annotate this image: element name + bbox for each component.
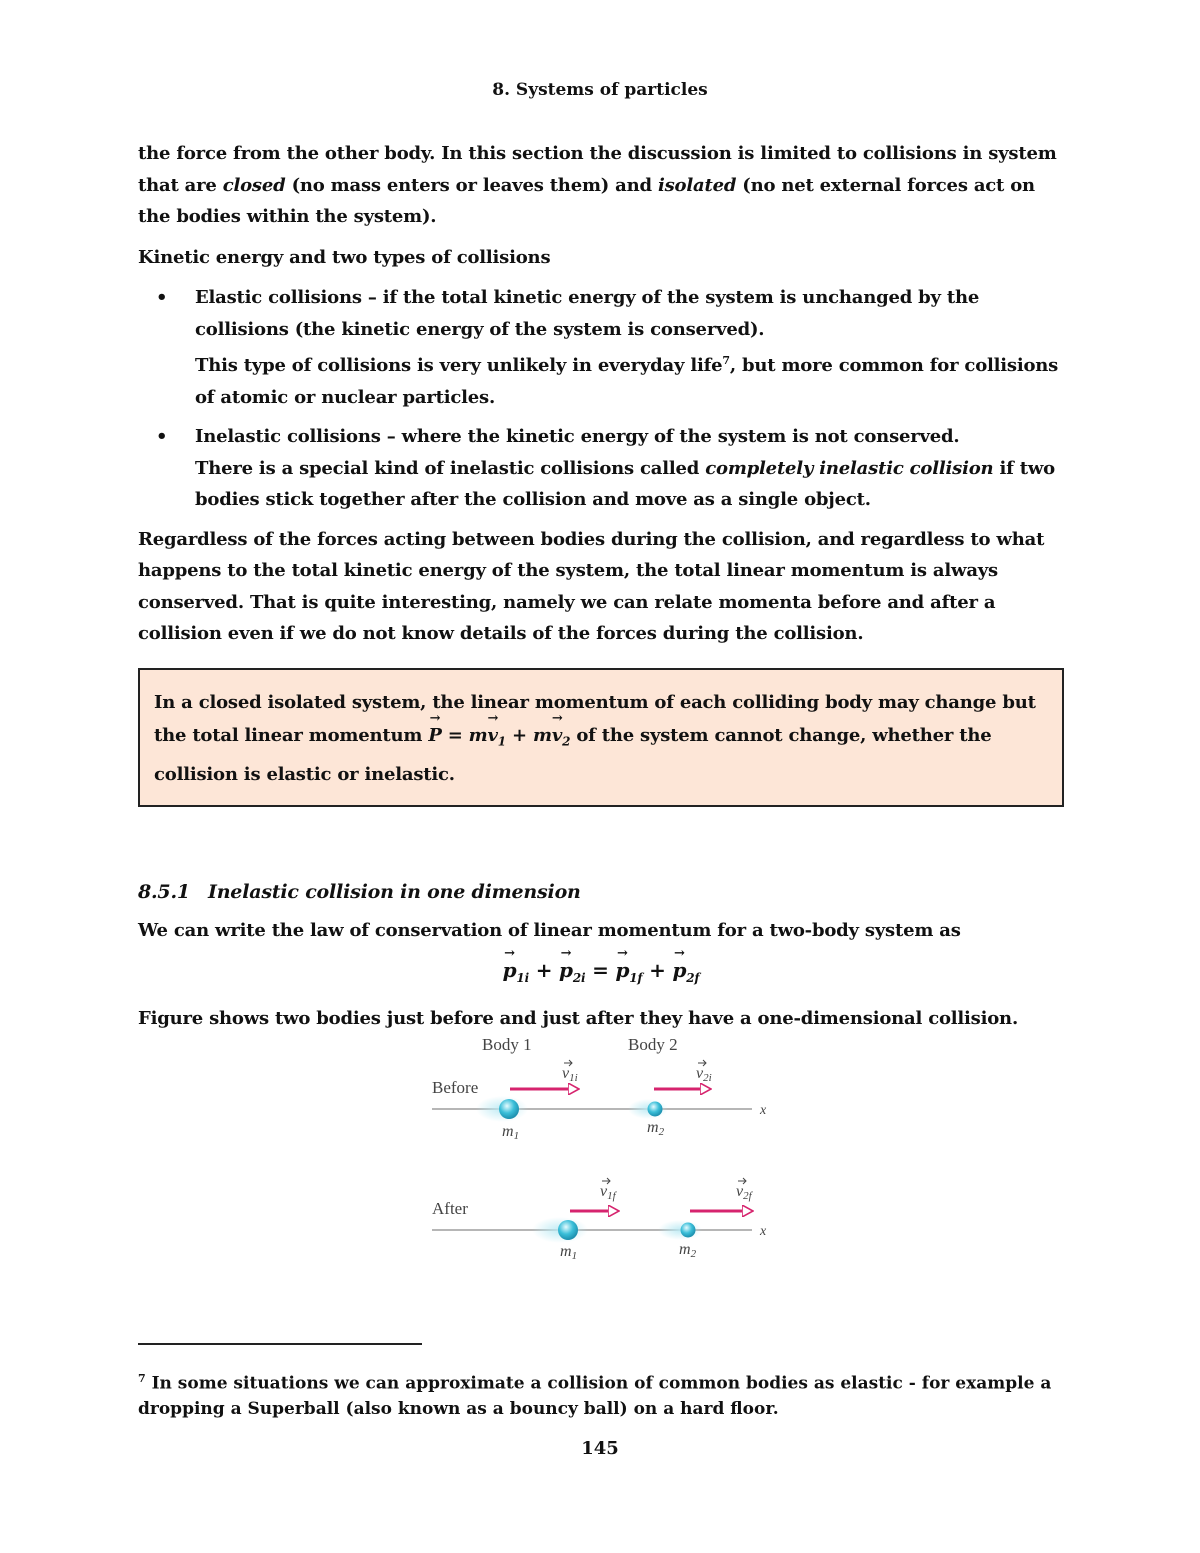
before-axis-label: x [760,1103,767,1118]
mass-2-before-label: m2 [647,1119,665,1138]
section-number: 8.5.1 [138,881,190,904]
body-1-label: Body 1 [482,1035,532,1054]
term-completely-inelastic: completely inelastic collision [705,457,994,479]
collision-types-list [138,282,1064,516]
ball-2-before [648,1102,663,1117]
body-2-label: Body 2 [628,1035,678,1054]
term-inelastic: Inelastic collisions [195,426,381,447]
footnote [138,1366,1064,1422]
figure-caption-text: Figure shows two bodies just before and just after they have a one-dimensional collision. [138,1007,1019,1029]
ball-1-before [499,1099,519,1119]
key-idea-box: In a closed isolated system, the linear momentum of each colliding body may change but the total linear momentum → $P = m\to v_1 + m\to v_2$ of the system cannot change, whether the collision is elastic or inelastic. [138,668,1064,808]
term-closed: closed [222,174,286,196]
velocity-2i-label: v2i [696,1065,712,1084]
velocity-2f-label: v2f [736,1183,752,1202]
mass-1-before-label: m1 [502,1123,520,1142]
momentum-equation: → $p_{1i}$ + → $p_{2i}$ = → $p_{1f}$ + → $p_{2f}$ [138,955,1064,995]
running-head: 8. Systems of particles [492,80,708,100]
footnote-reference[interactable]: 7 [722,354,730,367]
momentum-paragraph: Regardless of the forces acting between bodies during the collision, and regardless to what happens to the total kinetic energy of the system, the total linear momentum is always conserved. That is quite interesting, namely we can relate momenta before and after a collision even if we do not know details of the forces during the collision. [138,528,1045,644]
mass-2-after-label: m2 [679,1241,697,1260]
collision-figure [420,1030,790,1270]
page-number: 145 [581,1438,619,1459]
footnote-divider [138,1343,422,1345]
ball-1-after [558,1220,578,1240]
intro-paragraph: the force from the other body. In this section the discussion is limited to collisions in system that are closed (no mass enters or leaves them) and isolated (no net external forces act on the bodies within the system). [138,143,1057,227]
bullet-icon: • [156,287,168,308]
collision-diagram [420,1030,790,1270]
term-isolated: isolated [657,174,737,196]
before-label: Before [432,1078,479,1097]
velocity-1i-label: v1i [562,1065,578,1084]
term-elastic: Elastic collisions [195,287,362,308]
section-title: Inelastic collision in one dimension [208,881,581,904]
subheading: Kinetic energy and two types of collisions [138,246,551,268]
mass-1-after-label: m1 [560,1243,578,1262]
ball-2-after [681,1223,696,1238]
footnote-marker: 7 [138,1372,146,1385]
section-heading [138,877,1064,909]
list-item-inelastic: • Inelastic collisions – where the kinetic energy of the system is not conserved. There is a special kind of inelastic collisions called completely inelastic collision if two bodies stick together after the collision and move as a single object. [138,421,1064,516]
total-momentum-formula: → $P = m\to v_1 + m\to v_2$ [428,725,570,746]
velocity-1f-label: v1f [600,1183,616,1202]
conservation-intro: We can write the law of conservation of linear momentum for a two-body system as [138,919,961,941]
list-item-elastic: • Elastic collisions – if the total kinetic energy of the system is unchanged by the collisions (the kinetic energy of the system is conserved). This type of collisions is very unlikely in everyday life$^7$, but more common for collisions of atomic or nuclear particles. [138,282,1064,413]
footnote-text: In some situations we can approximate a collision of common bodies as elastic - for example a dropping a Superball (also known as a bouncy ball) on a hard floor. [138,1373,1052,1419]
after-label: After [432,1199,468,1218]
after-axis-label: x [760,1224,767,1239]
main-text [138,138,1064,1043]
bullet-icon: • [156,426,168,447]
